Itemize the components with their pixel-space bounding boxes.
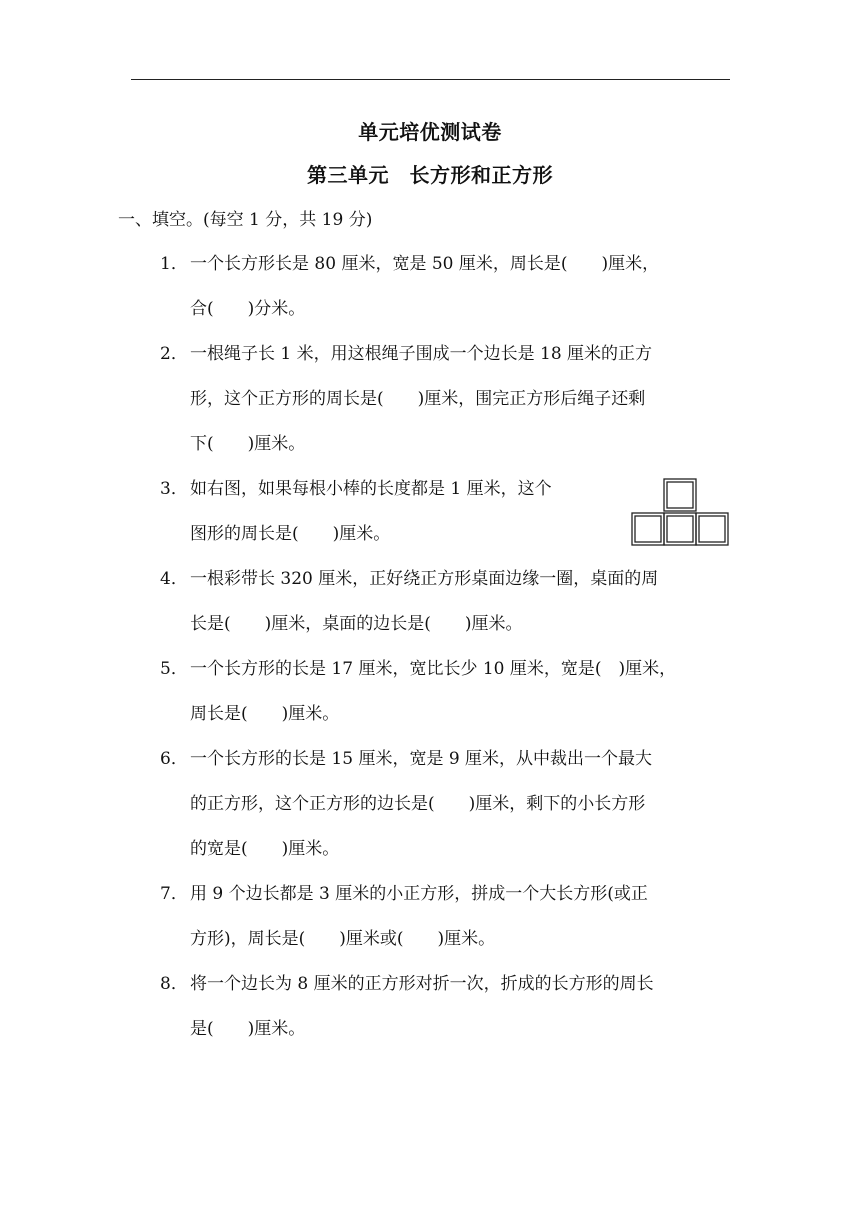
middle-square-outer [664, 513, 696, 545]
unit-subtitle: 第三单元 长方形和正方形 [307, 163, 553, 187]
top-square-outer [664, 479, 696, 511]
right-square-inner [699, 516, 725, 542]
question-text: 一个长方形的长是 15 厘米，宽是 9 厘米，从中裁出一个最大 [190, 749, 653, 769]
question-text: 方形)，周长是( )厘米或( )厘米。 [190, 929, 496, 949]
question-text: 一个长方形长是 80 厘米，宽是 50 厘米，周长是( )厘米， [190, 254, 660, 274]
matchstick-squares-figure [630, 477, 730, 547]
question-text: 图形的周长是( )厘米。 [190, 524, 391, 544]
question-text: 合( )分米。 [190, 299, 306, 319]
question-text: 将一个边长为 8 厘米的正方形对折一次，折成的长方形的周长 [190, 974, 654, 994]
question-1 [160, 242, 732, 332]
question-number: 1． [160, 254, 188, 274]
left-square-inner [635, 516, 661, 542]
question-number: 6． [160, 749, 188, 769]
left-square-outer [632, 513, 664, 545]
question-text: 是( )厘米。 [190, 1019, 306, 1039]
top-divider [131, 79, 730, 80]
question-number: 7． [160, 884, 188, 904]
question-text: 如右图，如果每根小棒的长度都是 1 厘米，这个 [190, 479, 552, 499]
question-text: 形，这个正方形的周长是( )厘米，围完正方形后绳子还剩 [190, 389, 646, 409]
question-text: 一根彩带长 320 厘米，正好绕正方形桌面边缘一圈，桌面的周 [190, 569, 659, 589]
question-5 [160, 647, 732, 737]
question-8 [160, 962, 732, 1052]
question-2 [160, 332, 732, 467]
question-number: 5． [160, 659, 188, 679]
question-number: 8． [160, 974, 188, 994]
question-text: 一根绳子长 1 米，用这根绳子围成一个边长是 18 厘米的正方 [190, 344, 653, 364]
page-title: 单元培优测试卷 [358, 120, 502, 144]
question-text: 的正方形，这个正方形的边长是( )厘米，剩下的小长方形 [190, 794, 646, 814]
question-6 [160, 737, 732, 872]
middle-square-inner [667, 516, 693, 542]
top-square-inner [667, 482, 693, 508]
question-text: 用 9 个边长都是 3 厘米的小正方形，拼成一个大长方形(或正 [190, 884, 648, 904]
question-7 [160, 872, 732, 962]
right-square-outer [696, 513, 728, 545]
question-text: 一个长方形的长是 17 厘米，宽比长少 10 厘米，宽是( )厘米， [190, 659, 677, 679]
question-number: 4． [160, 569, 188, 589]
question-number: 3． [160, 479, 188, 499]
question-text: 周长是( )厘米。 [190, 704, 340, 724]
question-text: 下( )厘米。 [190, 434, 306, 454]
question-number: 2． [160, 344, 188, 364]
question-text: 长是( )厘米，桌面的边长是( )厘米。 [190, 614, 523, 634]
section-heading: 一、填空。(每空 1 分，共 19 分) [118, 210, 373, 230]
question-4 [160, 557, 732, 647]
question-text: 的宽是( )厘米。 [190, 839, 340, 859]
